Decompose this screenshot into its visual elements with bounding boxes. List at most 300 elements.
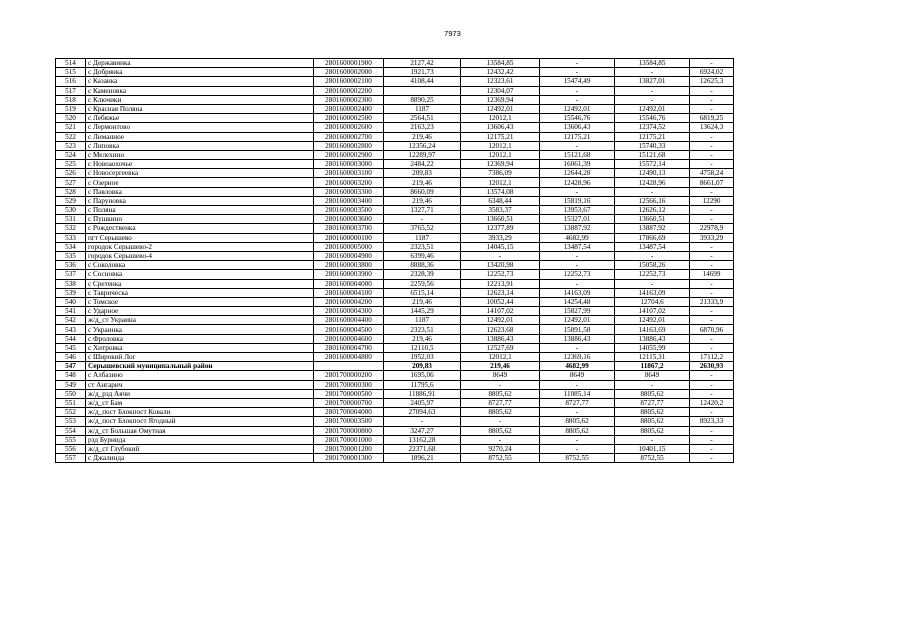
value-col-2: 6348,44 — [461, 196, 540, 205]
settlement-name: с Томское — [86, 297, 314, 306]
value-col-1: 11886,91 — [384, 389, 461, 398]
value-col-2: 14045,15 — [461, 242, 540, 251]
value-col-4: - — [615, 95, 690, 104]
value-col-1: 2328,39 — [384, 270, 461, 279]
settlement-name: ж/д_ст Глубокий — [86, 444, 314, 453]
settlement-code: 2801600003400 — [314, 196, 384, 205]
value-col-3: - — [540, 68, 615, 77]
value-col-1: 11795,6 — [384, 380, 461, 389]
value-col-1: 12356,24 — [384, 141, 461, 150]
value-col-4: 14163,69 — [615, 325, 690, 334]
value-col-2: 7386,09 — [461, 169, 540, 178]
value-col-3: 8727,77 — [540, 398, 615, 407]
value-col-1: 2127,42 — [384, 59, 461, 68]
value-col-3: 15819,16 — [540, 196, 615, 205]
value-col-4: 13487,54 — [615, 242, 690, 251]
row-number: 526 — [56, 169, 86, 178]
value-col-1: 4108,44 — [384, 77, 461, 86]
value-col-4: 15121,68 — [615, 150, 690, 159]
value-col-1: 1187 — [384, 316, 461, 325]
value-col-2: 12377,89 — [461, 224, 540, 233]
row-number: 550 — [56, 389, 86, 398]
row-number: 543 — [56, 325, 86, 334]
settlement-name: с Пушкино — [86, 215, 314, 224]
value-col-3: - — [540, 251, 615, 260]
table-row — [56, 233, 734, 242]
value-col-3: 13487,54 — [540, 242, 615, 251]
settlement-code: 2801700001300 — [314, 454, 384, 463]
row-number: 522 — [56, 132, 86, 141]
table-row — [56, 435, 734, 444]
settlement-code: 2801600003000 — [314, 160, 384, 169]
settlement-code: 2801600002900 — [314, 150, 384, 159]
value-col-2: - — [461, 417, 540, 426]
value-col-1: 209,83 — [384, 169, 461, 178]
tariff-table — [55, 58, 734, 463]
value-col-3: - — [540, 261, 615, 270]
value-col-4: 14055,99 — [615, 343, 690, 352]
table-row — [56, 389, 734, 398]
value-col-3: 14163,09 — [540, 288, 615, 297]
value-col-3: 8805,62 — [540, 426, 615, 435]
value-col-4: 12626,12 — [615, 206, 690, 215]
settlement-name: ж/д_рзд Аячи — [86, 389, 314, 398]
value-col-5: 14699 — [690, 270, 734, 279]
value-col-3: 13606,43 — [540, 123, 615, 132]
value-col-1: 12110,5 — [384, 343, 461, 352]
value-col-5: 4758,24 — [690, 169, 734, 178]
value-col-2: - — [461, 251, 540, 260]
row-number: 520 — [56, 114, 86, 123]
value-col-3: 12175,21 — [540, 132, 615, 141]
settlement-name: с Широкий Лог — [86, 353, 314, 362]
row-number: 530 — [56, 206, 86, 215]
value-col-3: - — [540, 141, 615, 150]
value-col-2: 13584,85 — [461, 59, 540, 68]
settlement-name: городок Серышево-2 — [86, 242, 314, 251]
table-row — [56, 141, 734, 150]
table-row — [56, 307, 734, 316]
value-col-4: 12374,52 — [615, 123, 690, 132]
row-number: 533 — [56, 233, 86, 242]
settlement-name: с Ключики — [86, 95, 314, 104]
table-row — [56, 187, 734, 196]
settlement-name: с Новоаохочье — [86, 160, 314, 169]
settlement-name: с Озерное — [86, 178, 314, 187]
settlement-code: 2801600002500 — [314, 114, 384, 123]
value-col-3: 12492,01 — [540, 316, 615, 325]
table-row — [56, 279, 734, 288]
value-col-4: - — [615, 380, 690, 389]
table-row — [56, 380, 734, 389]
value-col-4: 14163,09 — [615, 288, 690, 297]
row-number: 554 — [56, 426, 86, 435]
settlement-code: 2801600004200 — [314, 297, 384, 306]
settlement-name: с Таврическа — [86, 288, 314, 297]
settlement-name: с Павловка — [86, 187, 314, 196]
value-col-4: 15058,26 — [615, 261, 690, 270]
table-row — [56, 343, 734, 352]
settlement-name: ж/д_ст Украина — [86, 316, 314, 325]
row-number: 540 — [56, 297, 86, 306]
settlement-code: 2801600002200 — [314, 86, 384, 95]
row-number: 517 — [56, 86, 86, 95]
table-row — [56, 362, 734, 371]
value-col-2: 12304,07 — [461, 86, 540, 95]
value-col-5: - — [690, 454, 734, 463]
value-col-2: - — [461, 380, 540, 389]
value-col-2: 14107,02 — [461, 307, 540, 316]
table-row — [56, 160, 734, 169]
value-col-2: 12432,42 — [461, 68, 540, 77]
settlement-code: 2801600003800 — [314, 261, 384, 270]
value-col-3: 12644,28 — [540, 169, 615, 178]
value-col-1: 2323,51 — [384, 242, 461, 251]
value-col-5: - — [690, 104, 734, 113]
settlement-code: 2801700000300 — [314, 380, 384, 389]
settlement-name: с Рождественка — [86, 224, 314, 233]
settlement-name: с Джалинда — [86, 454, 314, 463]
value-col-2: 12492,01 — [461, 104, 540, 113]
table-row — [56, 68, 734, 77]
value-col-1: 8890,25 — [384, 95, 461, 104]
value-col-3: - — [540, 86, 615, 95]
value-col-4: 13660,51 — [615, 215, 690, 224]
row-number: 555 — [56, 435, 86, 444]
value-col-5: - — [690, 380, 734, 389]
value-col-2: 8805,62 — [461, 389, 540, 398]
value-col-2: 8805,62 — [461, 426, 540, 435]
value-col-1: 1952,03 — [384, 353, 461, 362]
settlement-name: с Паруновка — [86, 196, 314, 205]
table-row — [56, 334, 734, 343]
settlement-code: 2801600004000 — [314, 279, 384, 288]
value-col-1: 2564,51 — [384, 114, 461, 123]
value-col-1: 1187 — [384, 233, 461, 242]
value-col-2: 8649 — [461, 371, 540, 380]
settlement-name: ж/д_пост Блокпост Ковали — [86, 408, 314, 417]
table-row — [56, 398, 734, 407]
settlement-code: 2801600002300 — [314, 95, 384, 104]
value-col-1: 209,83 — [384, 362, 461, 371]
value-col-5: 17112,2 — [690, 353, 734, 362]
value-col-2: 12623,68 — [461, 325, 540, 334]
settlement-code: 2801700001200 — [314, 444, 384, 453]
value-col-3: - — [540, 435, 615, 444]
value-col-2: 12012,1 — [461, 141, 540, 150]
settlement-code: 2801600003900 — [314, 270, 384, 279]
value-col-3: 13953,67 — [540, 206, 615, 215]
settlement-code: 2801600002800 — [314, 141, 384, 150]
value-col-5: - — [690, 251, 734, 260]
value-col-4: 13887,92 — [615, 224, 690, 233]
value-col-4: 13584,85 — [615, 59, 690, 68]
settlement-name: с Красная Поляна — [86, 104, 314, 113]
settlement-name: ж/д_ст Бам — [86, 398, 314, 407]
value-col-1: 219,46 — [384, 132, 461, 141]
value-col-4: 8805,62 — [615, 417, 690, 426]
value-col-5: - — [690, 59, 734, 68]
value-col-4: 10401,15 — [615, 444, 690, 453]
value-col-2: 12527,69 — [461, 343, 540, 352]
value-col-5: - — [690, 389, 734, 398]
settlement-name: с Хитровка — [86, 343, 314, 352]
settlement-code: 2801700003500 — [314, 417, 384, 426]
table-row — [56, 417, 734, 426]
table-row — [56, 251, 734, 260]
value-col-1: 1896,21 — [384, 454, 461, 463]
value-col-5: 12290 — [690, 196, 734, 205]
value-col-1: 1445,29 — [384, 307, 461, 316]
value-col-5: 12420,2 — [690, 398, 734, 407]
value-col-1: 13162,28 — [384, 435, 461, 444]
row-number: 515 — [56, 68, 86, 77]
value-col-2: 12369,94 — [461, 95, 540, 104]
settlement-name: с Албазино — [86, 371, 314, 380]
row-number: 551 — [56, 398, 86, 407]
value-col-3: - — [540, 59, 615, 68]
settlement-code: 2801600004300 — [314, 307, 384, 316]
value-col-4: 8805,62 — [615, 408, 690, 417]
row-number: 518 — [56, 95, 86, 104]
row-number: 541 — [56, 307, 86, 316]
value-col-5: - — [690, 307, 734, 316]
value-col-3: 8649 — [540, 371, 615, 380]
value-col-5: - — [690, 261, 734, 270]
value-col-4: - — [615, 279, 690, 288]
settlement-name: ст Ангарич — [86, 380, 314, 389]
settlement-code: 2801600004100 — [314, 288, 384, 297]
value-col-3: - — [540, 95, 615, 104]
value-col-3: 12428,96 — [540, 178, 615, 187]
settlement-code — [314, 362, 384, 371]
value-col-2: - — [461, 435, 540, 444]
row-number: 534 — [56, 242, 86, 251]
value-col-3: 15546,76 — [540, 114, 615, 123]
value-col-1: 219,46 — [384, 196, 461, 205]
settlement-code: 2801600004600 — [314, 334, 384, 343]
value-col-5: - — [690, 206, 734, 215]
settlement-code: 2801600002400 — [314, 104, 384, 113]
table-row — [56, 288, 734, 297]
row-number: 549 — [56, 380, 86, 389]
table-row — [56, 104, 734, 113]
settlement-code: 2801600004900 — [314, 251, 384, 260]
row-number: 556 — [56, 444, 86, 453]
value-col-3: - — [540, 408, 615, 417]
table-row — [56, 316, 734, 325]
row-number: 514 — [56, 59, 86, 68]
table-row — [56, 426, 734, 435]
value-col-5: - — [690, 316, 734, 325]
row-number: 547 — [56, 362, 86, 371]
row-number: 536 — [56, 261, 86, 270]
value-col-1: 6515,14 — [384, 288, 461, 297]
value-col-2: 12012,1 — [461, 150, 540, 159]
settlement-code: 2801600003700 — [314, 224, 384, 233]
settlement-code: 2801600004400 — [314, 316, 384, 325]
value-col-3: 4682,99 — [540, 362, 615, 371]
value-col-2: 12012,1 — [461, 114, 540, 123]
table-row — [56, 114, 734, 123]
value-col-5: 21333,9 — [690, 297, 734, 306]
table-row — [56, 444, 734, 453]
value-col-4: 8805,62 — [615, 389, 690, 398]
value-col-5: - — [690, 288, 734, 297]
settlement-code: 2801600002600 — [314, 123, 384, 132]
value-col-5: - — [690, 279, 734, 288]
table-row — [56, 132, 734, 141]
value-col-4: 11867,2 — [615, 362, 690, 371]
value-col-3: 15121,68 — [540, 150, 615, 159]
table-row — [56, 95, 734, 104]
value-col-5: 6870,96 — [690, 325, 734, 334]
table-row — [56, 224, 734, 233]
value-col-5: 2630,93 — [690, 362, 734, 371]
value-col-3: 11085,14 — [540, 389, 615, 398]
value-col-4: 12175,21 — [615, 132, 690, 141]
value-col-4: - — [615, 68, 690, 77]
value-col-5: - — [690, 444, 734, 453]
value-col-4: 12566,16 — [615, 196, 690, 205]
settlement-name: с Соколовка — [86, 261, 314, 270]
value-col-1: 6399,46 — [384, 251, 461, 260]
value-col-1: - — [384, 417, 461, 426]
value-col-1: 12289,97 — [384, 150, 461, 159]
settlement-code: 2801600004800 — [314, 353, 384, 362]
value-col-4: - — [615, 187, 690, 196]
value-col-3: 12252,73 — [540, 270, 615, 279]
value-col-5: - — [690, 160, 734, 169]
row-number: 521 — [56, 123, 86, 132]
value-col-4: 12492,01 — [615, 104, 690, 113]
value-col-3: 8752,55 — [540, 454, 615, 463]
value-col-3: 13886,43 — [540, 334, 615, 343]
value-col-3: 12492,01 — [540, 104, 615, 113]
settlement-name: с Лиманное — [86, 132, 314, 141]
value-col-5: - — [690, 215, 734, 224]
value-col-4: 15740,33 — [615, 141, 690, 150]
row-number: 545 — [56, 343, 86, 352]
table-row — [56, 408, 734, 417]
value-col-3: 12369,16 — [540, 353, 615, 362]
value-col-4: 8649 — [615, 371, 690, 380]
settlement-code: 2801600001900 — [314, 59, 384, 68]
value-col-2: 8727,77 — [461, 398, 540, 407]
settlement-code: 2801600004500 — [314, 325, 384, 334]
value-col-2: 3583,37 — [461, 206, 540, 215]
page-number: 7973 — [444, 29, 461, 38]
value-col-4: 12490,13 — [615, 169, 690, 178]
table-row — [56, 353, 734, 362]
value-col-2: 12623,14 — [461, 288, 540, 297]
table-row — [56, 297, 734, 306]
settlement-name: с Лебяжье — [86, 114, 314, 123]
settlement-code: 2801600003200 — [314, 178, 384, 187]
value-col-4: 15546,76 — [615, 114, 690, 123]
value-col-2: 13574,08 — [461, 187, 540, 196]
settlement-name: с Сосновка — [86, 270, 314, 279]
value-col-4: 15572,14 — [615, 160, 690, 169]
value-col-3: - — [540, 279, 615, 288]
value-col-5: 12625,3 — [690, 77, 734, 86]
value-col-1: 22371,68 — [384, 444, 461, 453]
settlement-code: 2801600003100 — [314, 169, 384, 178]
row-number: 552 — [56, 408, 86, 417]
value-col-5: 8923,33 — [690, 417, 734, 426]
value-col-3: 15891,58 — [540, 325, 615, 334]
value-col-1: 1187 — [384, 104, 461, 113]
settlement-name: с Державинка — [86, 59, 314, 68]
value-col-2: 3933,29 — [461, 233, 540, 242]
value-col-3: - — [540, 343, 615, 352]
row-number: 516 — [56, 77, 86, 86]
value-col-4: 8727,77 — [615, 398, 690, 407]
table-row — [56, 77, 734, 86]
settlement-code: 2801700004000 — [314, 408, 384, 417]
value-col-3: - — [540, 380, 615, 389]
value-col-3: 15827,99 — [540, 307, 615, 316]
settlement-name: с Лермонтово — [86, 123, 314, 132]
value-col-4: 12428,96 — [615, 178, 690, 187]
settlement-code: 2801700000700 — [314, 398, 384, 407]
value-col-3: - — [540, 187, 615, 196]
row-number: 525 — [56, 160, 86, 169]
value-col-2: 12492,01 — [461, 316, 540, 325]
row-number: 557 — [56, 454, 86, 463]
row-number: 519 — [56, 104, 86, 113]
value-col-4: 12492,01 — [615, 316, 690, 325]
value-col-2: 13660,51 — [461, 215, 540, 224]
value-col-4: 13827,01 — [615, 77, 690, 86]
value-col-4: 8805,62 — [615, 426, 690, 435]
value-col-2: 8805,62 — [461, 408, 540, 417]
value-col-1: 2163,23 — [384, 123, 461, 132]
value-col-2: 12175,21 — [461, 132, 540, 141]
row-number: 544 — [56, 334, 86, 343]
value-col-3: 15474,49 — [540, 77, 615, 86]
settlement-name: Серышевский муниципальный район — [86, 362, 314, 371]
value-col-2: 13606,43 — [461, 123, 540, 132]
row-number: 524 — [56, 150, 86, 159]
value-col-5: - — [690, 187, 734, 196]
value-col-4: 17866,69 — [615, 233, 690, 242]
row-number: 535 — [56, 251, 86, 260]
value-col-5: - — [690, 334, 734, 343]
value-col-2: 12213,91 — [461, 279, 540, 288]
value-col-1: 2259,56 — [384, 279, 461, 288]
value-col-1: 3765,52 — [384, 224, 461, 233]
table-row — [56, 242, 734, 251]
value-col-2: 219,46 — [461, 362, 540, 371]
value-col-1: 1327,71 — [384, 206, 461, 215]
value-col-5: - — [690, 95, 734, 104]
settlement-code: 2801600005000 — [314, 242, 384, 251]
value-col-4: 13886,43 — [615, 334, 690, 343]
settlement-name: с Казанка — [86, 77, 314, 86]
value-col-5: - — [690, 150, 734, 159]
settlement-code: 2801700000200 — [314, 371, 384, 380]
value-col-5: - — [690, 435, 734, 444]
settlement-code: 2801600000100 — [314, 233, 384, 242]
value-col-4: - — [615, 86, 690, 95]
settlement-name: городок Серышево-4 — [86, 251, 314, 260]
value-col-1: 219,46 — [384, 178, 461, 187]
value-col-5: 3933,29 — [690, 233, 734, 242]
value-col-2: 12323,61 — [461, 77, 540, 86]
table-row — [56, 178, 734, 187]
table-row — [56, 206, 734, 215]
